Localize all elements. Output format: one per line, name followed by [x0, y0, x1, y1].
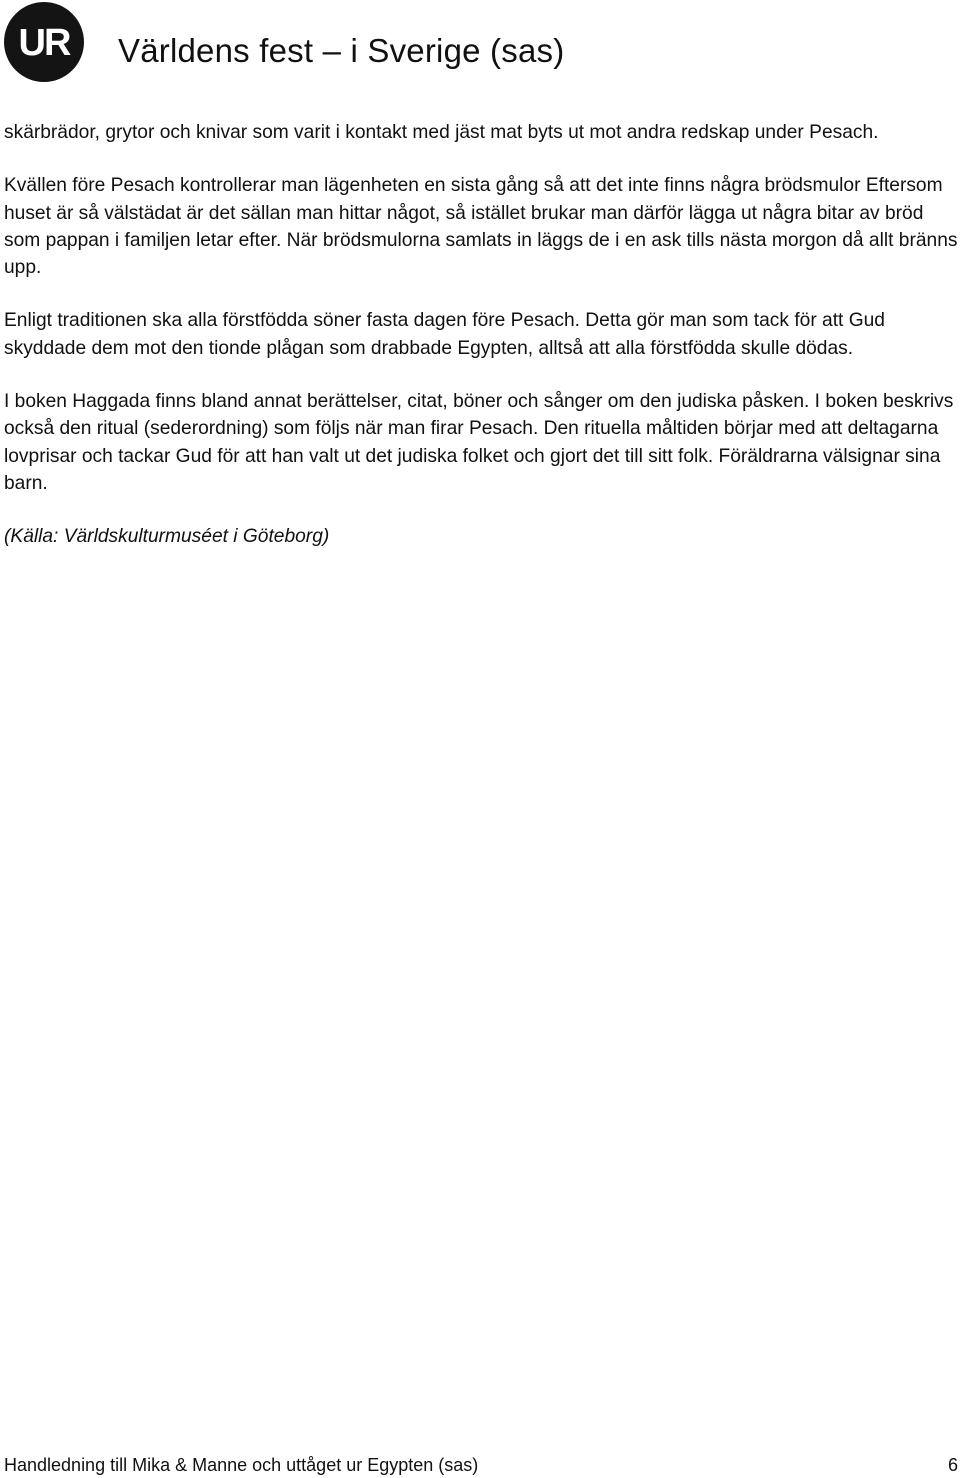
paragraph-3: Enligt traditionen ska alla förstfödda söner fasta dagen före Pesach. Detta gör man som tack för att Gud skyddade dem mot den tionde plågan som drabbade Egypten, alltså att alla förstfödda skulle dödas.: [4, 310, 885, 359]
paragraph-4: I boken Haggada finns bland annat berättelser, citat, böner och sånger om den judiska påsken. I boken beskrivs också den ritual (sederordning) som följs när man firar Pesach. Den rituella måltiden börjar med att deltagarna lovprisar och tackar Gud för att han valt ut det judiska folket och gjort det till sitt folk. Föräldrarna välsignar sina barn.: [4, 391, 954, 494]
page-number: 6: [947, 1455, 958, 1475]
page-footer: [4, 1452, 958, 1478]
footer-text: Handledning till Mika & Manne och uttåget ur Egypten (sas): [4, 1455, 479, 1475]
logo-text: UR: [18, 22, 70, 64]
source-citation: (Källa: Världskulturmuséet i Göteborg): [4, 526, 330, 548]
paragraph-1: skärbrädor, grytor och knivar som varit i kontakt med jäst mat byts ut mot andra redskap under Pesach.: [4, 122, 879, 143]
document-title: Världens fest – i Sverige (sas): [118, 32, 565, 69]
page-header: [0, 0, 960, 90]
document-body: [4, 119, 960, 551]
ur-logo-icon: [4, 2, 84, 82]
paragraph-2: Kvällen före Pesach kontrollerar man lägenheten en sista gång så att det inte finns några brödsmulor Eftersom huset är så välstädat är det sällan man hittar något, så istället brukar man därför lägga ut några bitar av bröd som pappan i familjen letar efter. När brödsmulorna samlats in läggs de i en ask tills nästa morgon då allt bränns upp.: [4, 175, 958, 279]
